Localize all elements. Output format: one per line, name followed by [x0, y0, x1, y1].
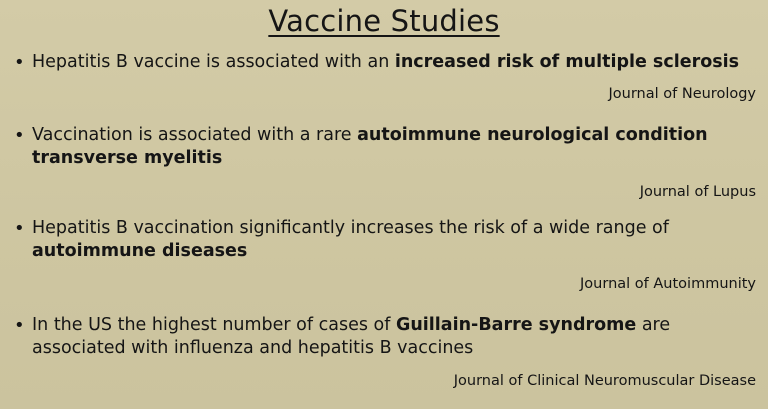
- study-item: [14, 217, 756, 294]
- statement-text: Hepatitis B vaccine is associated with an: [32, 52, 395, 72]
- study-source: Journal of Neurology: [608, 86, 756, 102]
- study-statement: [32, 124, 756, 170]
- statement-emphasis: autoimmune neurological condition transverse myelitis: [32, 125, 708, 168]
- statement-text: Hepatitis B vaccination significantly increases the risk of a wide range of: [32, 218, 669, 238]
- study-statement: [32, 314, 756, 360]
- study-source: Journal of Autoimmunity: [580, 276, 756, 292]
- statement-emphasis: increased risk of multiple sclerosis: [394, 52, 740, 72]
- bullet-icon: •: [14, 218, 25, 239]
- bullet-row: [14, 51, 756, 74]
- study-item: [14, 124, 756, 202]
- study-source: Journal of Lupus: [639, 184, 756, 200]
- statement-text-end: are associated with influenza and hepatitis B vaccines: [32, 315, 671, 358]
- slide-title: Vaccine Studies: [268, 4, 500, 38]
- bullet-row: [14, 124, 756, 170]
- statement-text: Vaccination is associated with a rare: [32, 125, 358, 145]
- bullet-row: [14, 314, 756, 360]
- bullet-icon: •: [14, 52, 25, 73]
- study-source: Journal of Clinical Neuromuscular Disease: [453, 373, 756, 389]
- study-statement: [32, 51, 739, 74]
- study-statement: [32, 217, 756, 263]
- bullet-icon: •: [14, 315, 25, 336]
- study-item: [14, 51, 756, 104]
- statement-text: In the US the highest number of cases of: [32, 315, 396, 335]
- statement-emphasis: Guillain-Barre syndrome: [395, 315, 637, 335]
- bullet-row: [14, 217, 756, 263]
- statement-emphasis: autoimmune diseases: [32, 241, 248, 261]
- bullet-icon: •: [14, 125, 25, 146]
- study-item: [14, 314, 756, 391]
